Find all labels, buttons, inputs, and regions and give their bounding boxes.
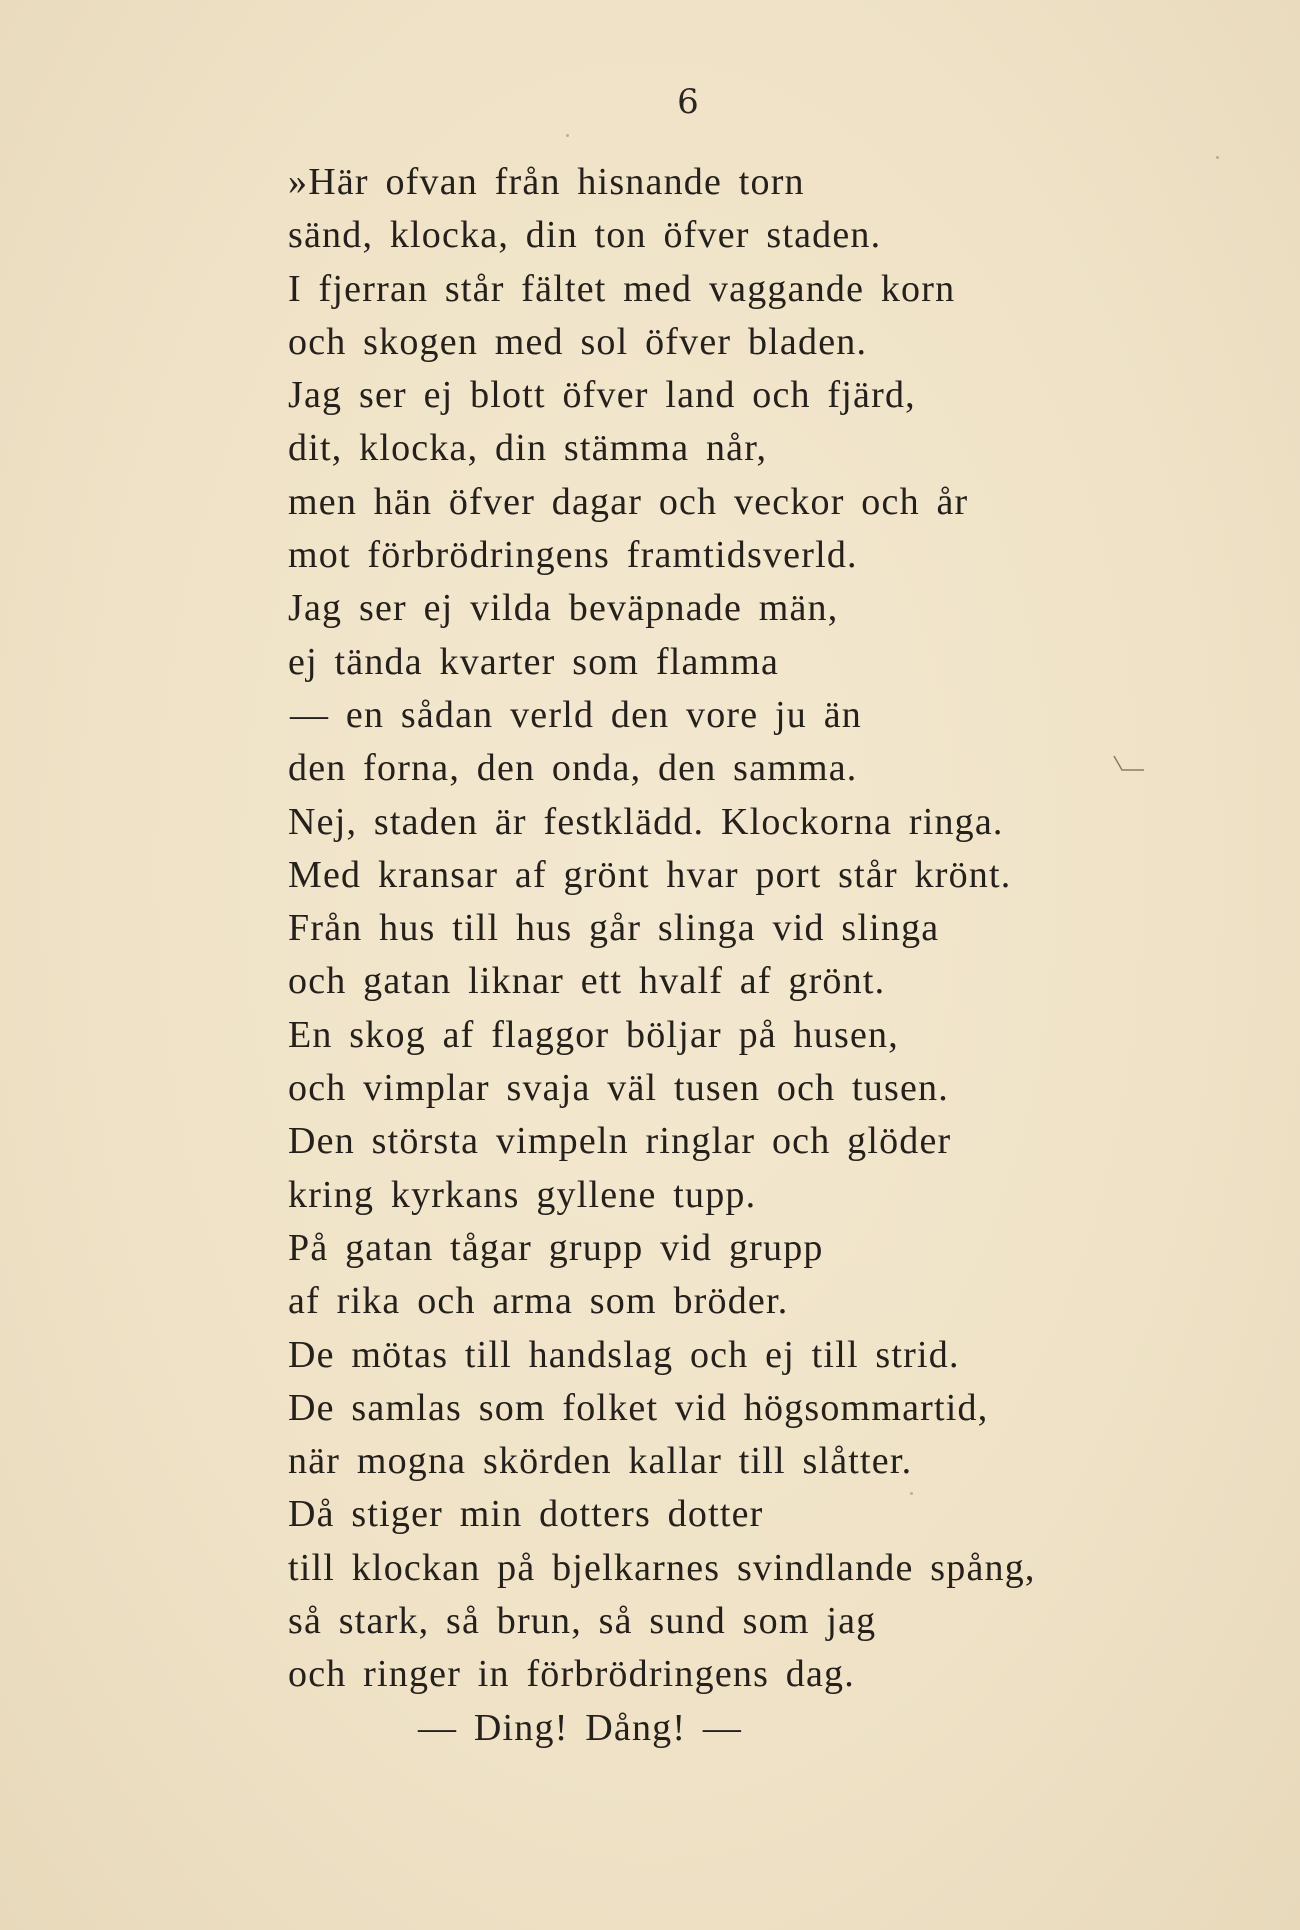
- poem-line: kring kyrkans gyllene tupp.: [288, 1173, 757, 1216]
- poem-line: Nej, staden är festklädd. Klockorna ringa.: [288, 800, 1004, 843]
- page-number: 6: [677, 82, 699, 122]
- poem-line: och gatan liknar ett hvalf af grönt.: [288, 960, 886, 1003]
- poem-line: Då stiger min dotters dotter: [288, 1493, 764, 1536]
- poem-line: när mogna skörden kallar till slåtter.: [288, 1440, 913, 1483]
- poem-line: och ringer in förbrödringens dag.: [288, 1653, 855, 1696]
- poem-line: sänd, klocka, din ton öfver staden.: [288, 214, 882, 257]
- poem-line: I fjerran står fältet med vaggande korn: [288, 267, 956, 310]
- poem-line: Med kransar af grönt hvar port står krönt.: [288, 853, 1012, 896]
- poem-line: ej tända kvarter som flamma: [288, 640, 780, 683]
- poem-line: den forna, den onda, den samma.: [288, 747, 858, 790]
- poem-text: [288, 156, 1188, 1755]
- poem-line: — en sådan verld den vore ju än: [290, 693, 862, 736]
- poem-line: Jag ser ej blott öfver land och fjärd,: [288, 374, 916, 417]
- poem-line: Jag ser ej vilda beväpnade män,: [288, 587, 839, 630]
- poem-line: och skogen med sol öfver bladen.: [288, 320, 868, 363]
- poem-line: På gatan tågar grupp vid grupp: [288, 1226, 824, 1269]
- paper-speck: [910, 1492, 913, 1495]
- poem-line: af rika och arma som bröder.: [288, 1280, 789, 1323]
- poem-line: »Här ofvan från hisnande torn: [288, 161, 805, 203]
- poem-line: så stark, så brun, så sund som jag: [288, 1600, 877, 1643]
- poem-line: Från hus till hus går slinga vid slinga: [288, 907, 940, 950]
- poem-line: De mötas till handslag och ej till strid.: [288, 1333, 960, 1376]
- pencil-mark: [1110, 752, 1150, 782]
- poem-line: och vimplar svaja väl tusen och tusen.: [288, 1067, 949, 1110]
- poem-line: till klockan på bjelkarnes svindlande spång,: [288, 1546, 1036, 1589]
- poem-line: men hän öfver dagar och veckor och år: [288, 480, 969, 523]
- paper-speck: [566, 134, 569, 137]
- poem-line: Den största vimpeln ringlar och glöder: [288, 1120, 952, 1163]
- paper-speck: [1216, 156, 1219, 159]
- poem-line: mot förbrödringens framtidsverld.: [288, 534, 858, 577]
- poem-line: dit, klocka, din stämma når,: [288, 427, 768, 470]
- poem-line: En skog af flaggor böljar på husen,: [288, 1013, 899, 1056]
- poem-line: De samlas som folket vid högsommartid,: [288, 1386, 989, 1429]
- poem-closing-line: — Ding! Dång! —: [418, 1706, 743, 1749]
